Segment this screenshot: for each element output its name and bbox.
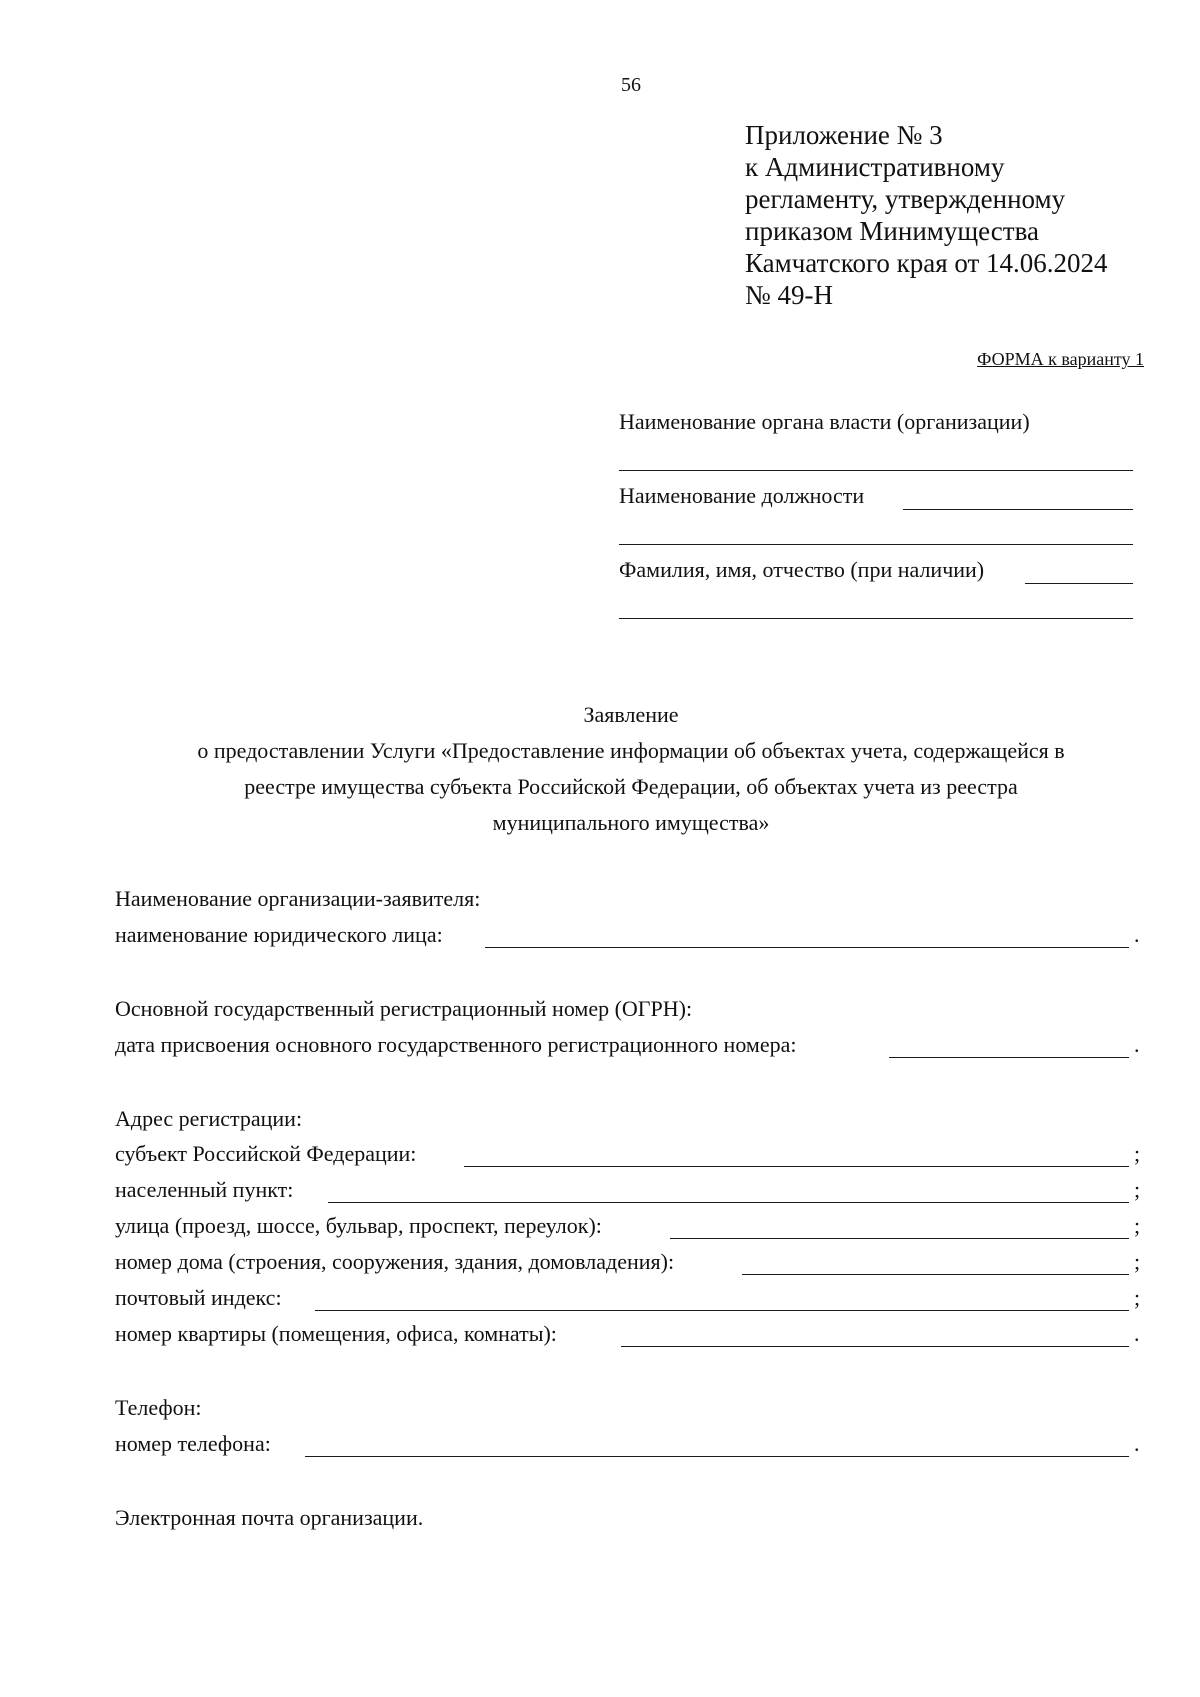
ogrn-heading: Основной государственный регистрационный номер (ОГРН): — [115, 996, 693, 1021]
phone-heading: Телефон: — [115, 1395, 202, 1420]
legal-name-field[interactable] — [485, 947, 1129, 948]
street-field[interactable] — [670, 1238, 1129, 1239]
position-field-continued[interactable] — [619, 544, 1133, 545]
postal-code-end: ; — [1134, 1285, 1141, 1310]
postal-code-label: почтовый индекс: — [115, 1285, 282, 1310]
statement-subtitle-line: о предоставлении Услуги «Предоставление информации об объектах учета, содержащейся в — [197, 738, 1065, 763]
apartment-label: номер квартиры (помещения, офиса, комнаты): — [115, 1321, 557, 1346]
position-field[interactable] — [903, 509, 1133, 510]
appendix-line: приказом Минимущества — [745, 216, 1039, 246]
authority-field[interactable] — [619, 470, 1133, 471]
street-end: ; — [1134, 1213, 1141, 1238]
ogrn-date-end: . — [1134, 1032, 1140, 1057]
apartment-end: . — [1134, 1321, 1140, 1346]
ogrn-date-field[interactable] — [889, 1057, 1129, 1058]
organization-heading: Наименование организации-заявителя: — [115, 886, 481, 911]
statement-subtitle-line: муниципального имущества» — [492, 810, 770, 835]
street-label: улица (проезд, шоссе, бульвар, проспект, переулок): — [115, 1213, 602, 1238]
position-label: Наименование должности — [619, 483, 865, 508]
postal-code-field[interactable] — [315, 1310, 1129, 1311]
email-heading: Электронная почта организации. — [115, 1505, 424, 1530]
house-label: номер дома (строения, сооружения, здания, домовладения): — [115, 1249, 675, 1274]
address-heading: Адрес регистрации: — [115, 1106, 303, 1131]
form-variant-label: ФОРМА к варианту 1 — [977, 349, 1144, 369]
appendix-line: Камчатского края от 14.06.2024 — [745, 248, 1108, 278]
locality-field[interactable] — [328, 1202, 1129, 1203]
locality-label: населенный пункт: — [115, 1177, 294, 1202]
full-name-field[interactable] — [1025, 583, 1133, 584]
locality-end: ; — [1134, 1177, 1141, 1202]
phone-number-field[interactable] — [305, 1456, 1129, 1457]
statement-title: Заявление — [583, 702, 679, 727]
statement-subtitle — [0, 733, 1200, 841]
page-number: 56 — [621, 74, 641, 96]
legal-name-label: наименование юридического лица: — [115, 922, 443, 947]
full-name-field-continued[interactable] — [619, 618, 1133, 619]
region-field[interactable] — [464, 1166, 1129, 1167]
house-end: ; — [1134, 1249, 1141, 1274]
appendix-block — [745, 119, 1108, 311]
appendix-line: № 49-Н — [745, 280, 834, 310]
legal-name-end: . — [1134, 922, 1140, 947]
appendix-line: регламенту, утвержденному — [745, 184, 1066, 214]
phone-number-label: номер телефона: — [115, 1431, 271, 1456]
ogrn-date-label: дата присвоения основного государственного регистрационного номера: — [115, 1032, 797, 1057]
house-field[interactable] — [742, 1274, 1129, 1275]
region-end: ; — [1134, 1141, 1141, 1166]
apartment-field[interactable] — [621, 1346, 1129, 1347]
region-label: субъект Российской Федерации: — [115, 1141, 417, 1166]
statement-subtitle-line: реестре имущества субъекта Российской Федерации, об объектах учета из реестра — [244, 774, 1018, 799]
phone-number-end: . — [1134, 1431, 1140, 1456]
appendix-line: Приложение № 3 — [745, 120, 943, 150]
appendix-line: к Административному — [745, 152, 1005, 182]
full-name-label: Фамилия, имя, отчество (при наличии) — [619, 557, 985, 582]
authority-label: Наименование органа власти (организации) — [619, 409, 1030, 434]
